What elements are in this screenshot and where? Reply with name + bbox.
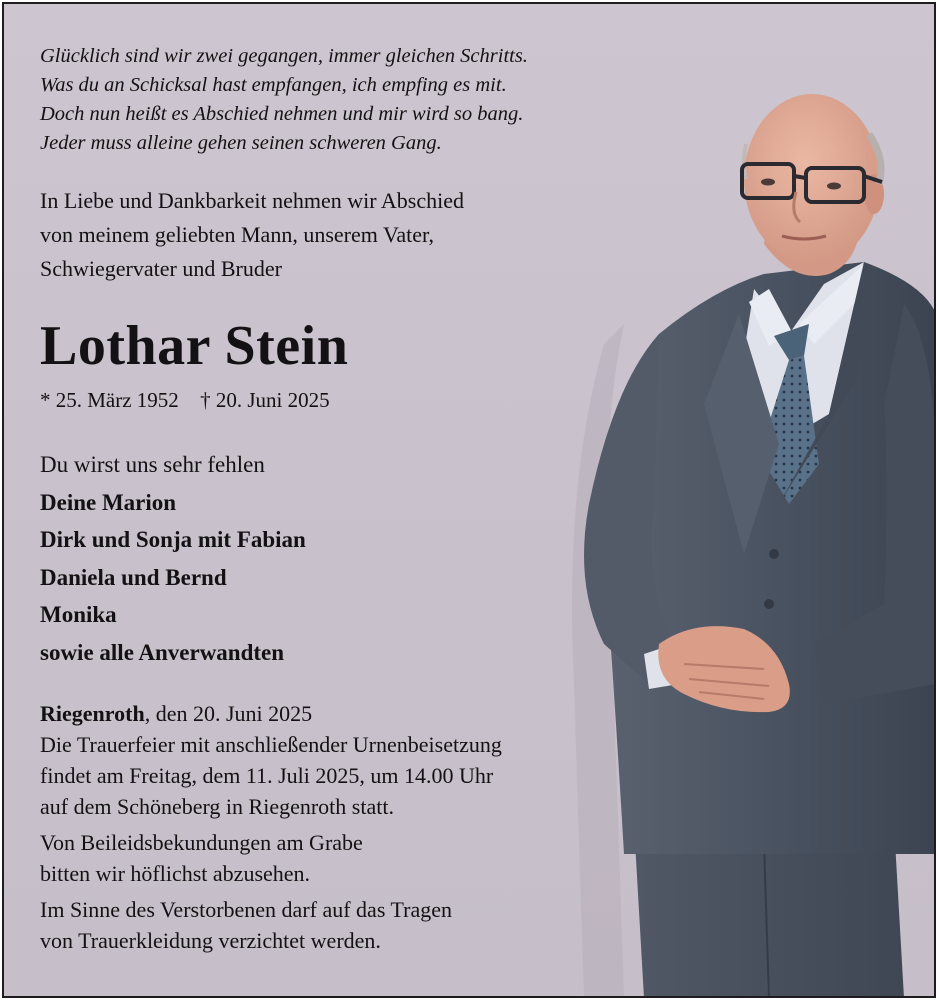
ceremony-line: Die Trauerfeier mit anschließender Urnenbeisetzung: [40, 732, 502, 757]
poem-line: Doch nun heißt es Abschied nehmen und mir wird so bang.: [40, 103, 524, 125]
place-date-line: [40, 698, 502, 729]
funeral-details: [40, 698, 502, 956]
mourners-lead: Du wirst uns sehr fehlen: [40, 452, 265, 477]
notice-date: , den 20. Juni 2025: [144, 701, 313, 726]
poem-line: Jeder muss alleine gehen seinen schweren Gang.: [40, 132, 442, 154]
obituary-notice: [2, 2, 936, 998]
intro-line: Schwiegervater und Bruder: [40, 256, 282, 281]
farewell-intro: [40, 184, 464, 286]
birth-date: * 25. März 1952: [40, 388, 179, 412]
poem-line: Glücklich sind wir zwei gegangen, immer gleichen Schritts.: [40, 45, 528, 67]
mourners-list: [40, 446, 306, 671]
intro-line: In Liebe und Dankbarkeit nehmen wir Abschied: [40, 188, 464, 213]
life-dates: [40, 385, 330, 415]
death-date: † 20. Juni 2025: [200, 388, 330, 412]
mourner-name: Dirk und Sonja mit Fabian: [40, 527, 306, 552]
poem-line: Was du an Schicksal hast empfangen, ich empfing es mit.: [40, 74, 507, 96]
deceased-name: Lothar Stein: [40, 315, 349, 377]
condolence-line: bitten wir höflichst abzusehen.: [40, 861, 311, 886]
mourner-name: Daniela und Bernd: [40, 564, 227, 590]
clothing-line: Im Sinne des Verstorbenen darf auf das Tragen: [40, 897, 453, 922]
poem: [40, 42, 528, 158]
mourner-name: sowie alle Anverwandten: [40, 639, 285, 665]
condolence-line: Von Beileidsbekundungen am Grabe: [40, 830, 363, 855]
mourner-name: Monika: [40, 602, 117, 627]
portrait-photo: [564, 84, 936, 998]
clothing-line: von Trauerkleidung verzichtet werden.: [40, 928, 381, 953]
intro-line: von meinem geliebten Mann, unserem Vater,: [40, 222, 434, 247]
place-name: Riegenroth: [40, 701, 145, 726]
ceremony-line: findet am Freitag, dem 11. Juli 2025, um 14.00 Uhr: [40, 763, 494, 788]
mourner-name: Deine Marion: [40, 489, 177, 515]
ceremony-line: auf dem Schöneberg in Riegenroth statt.: [40, 794, 394, 819]
